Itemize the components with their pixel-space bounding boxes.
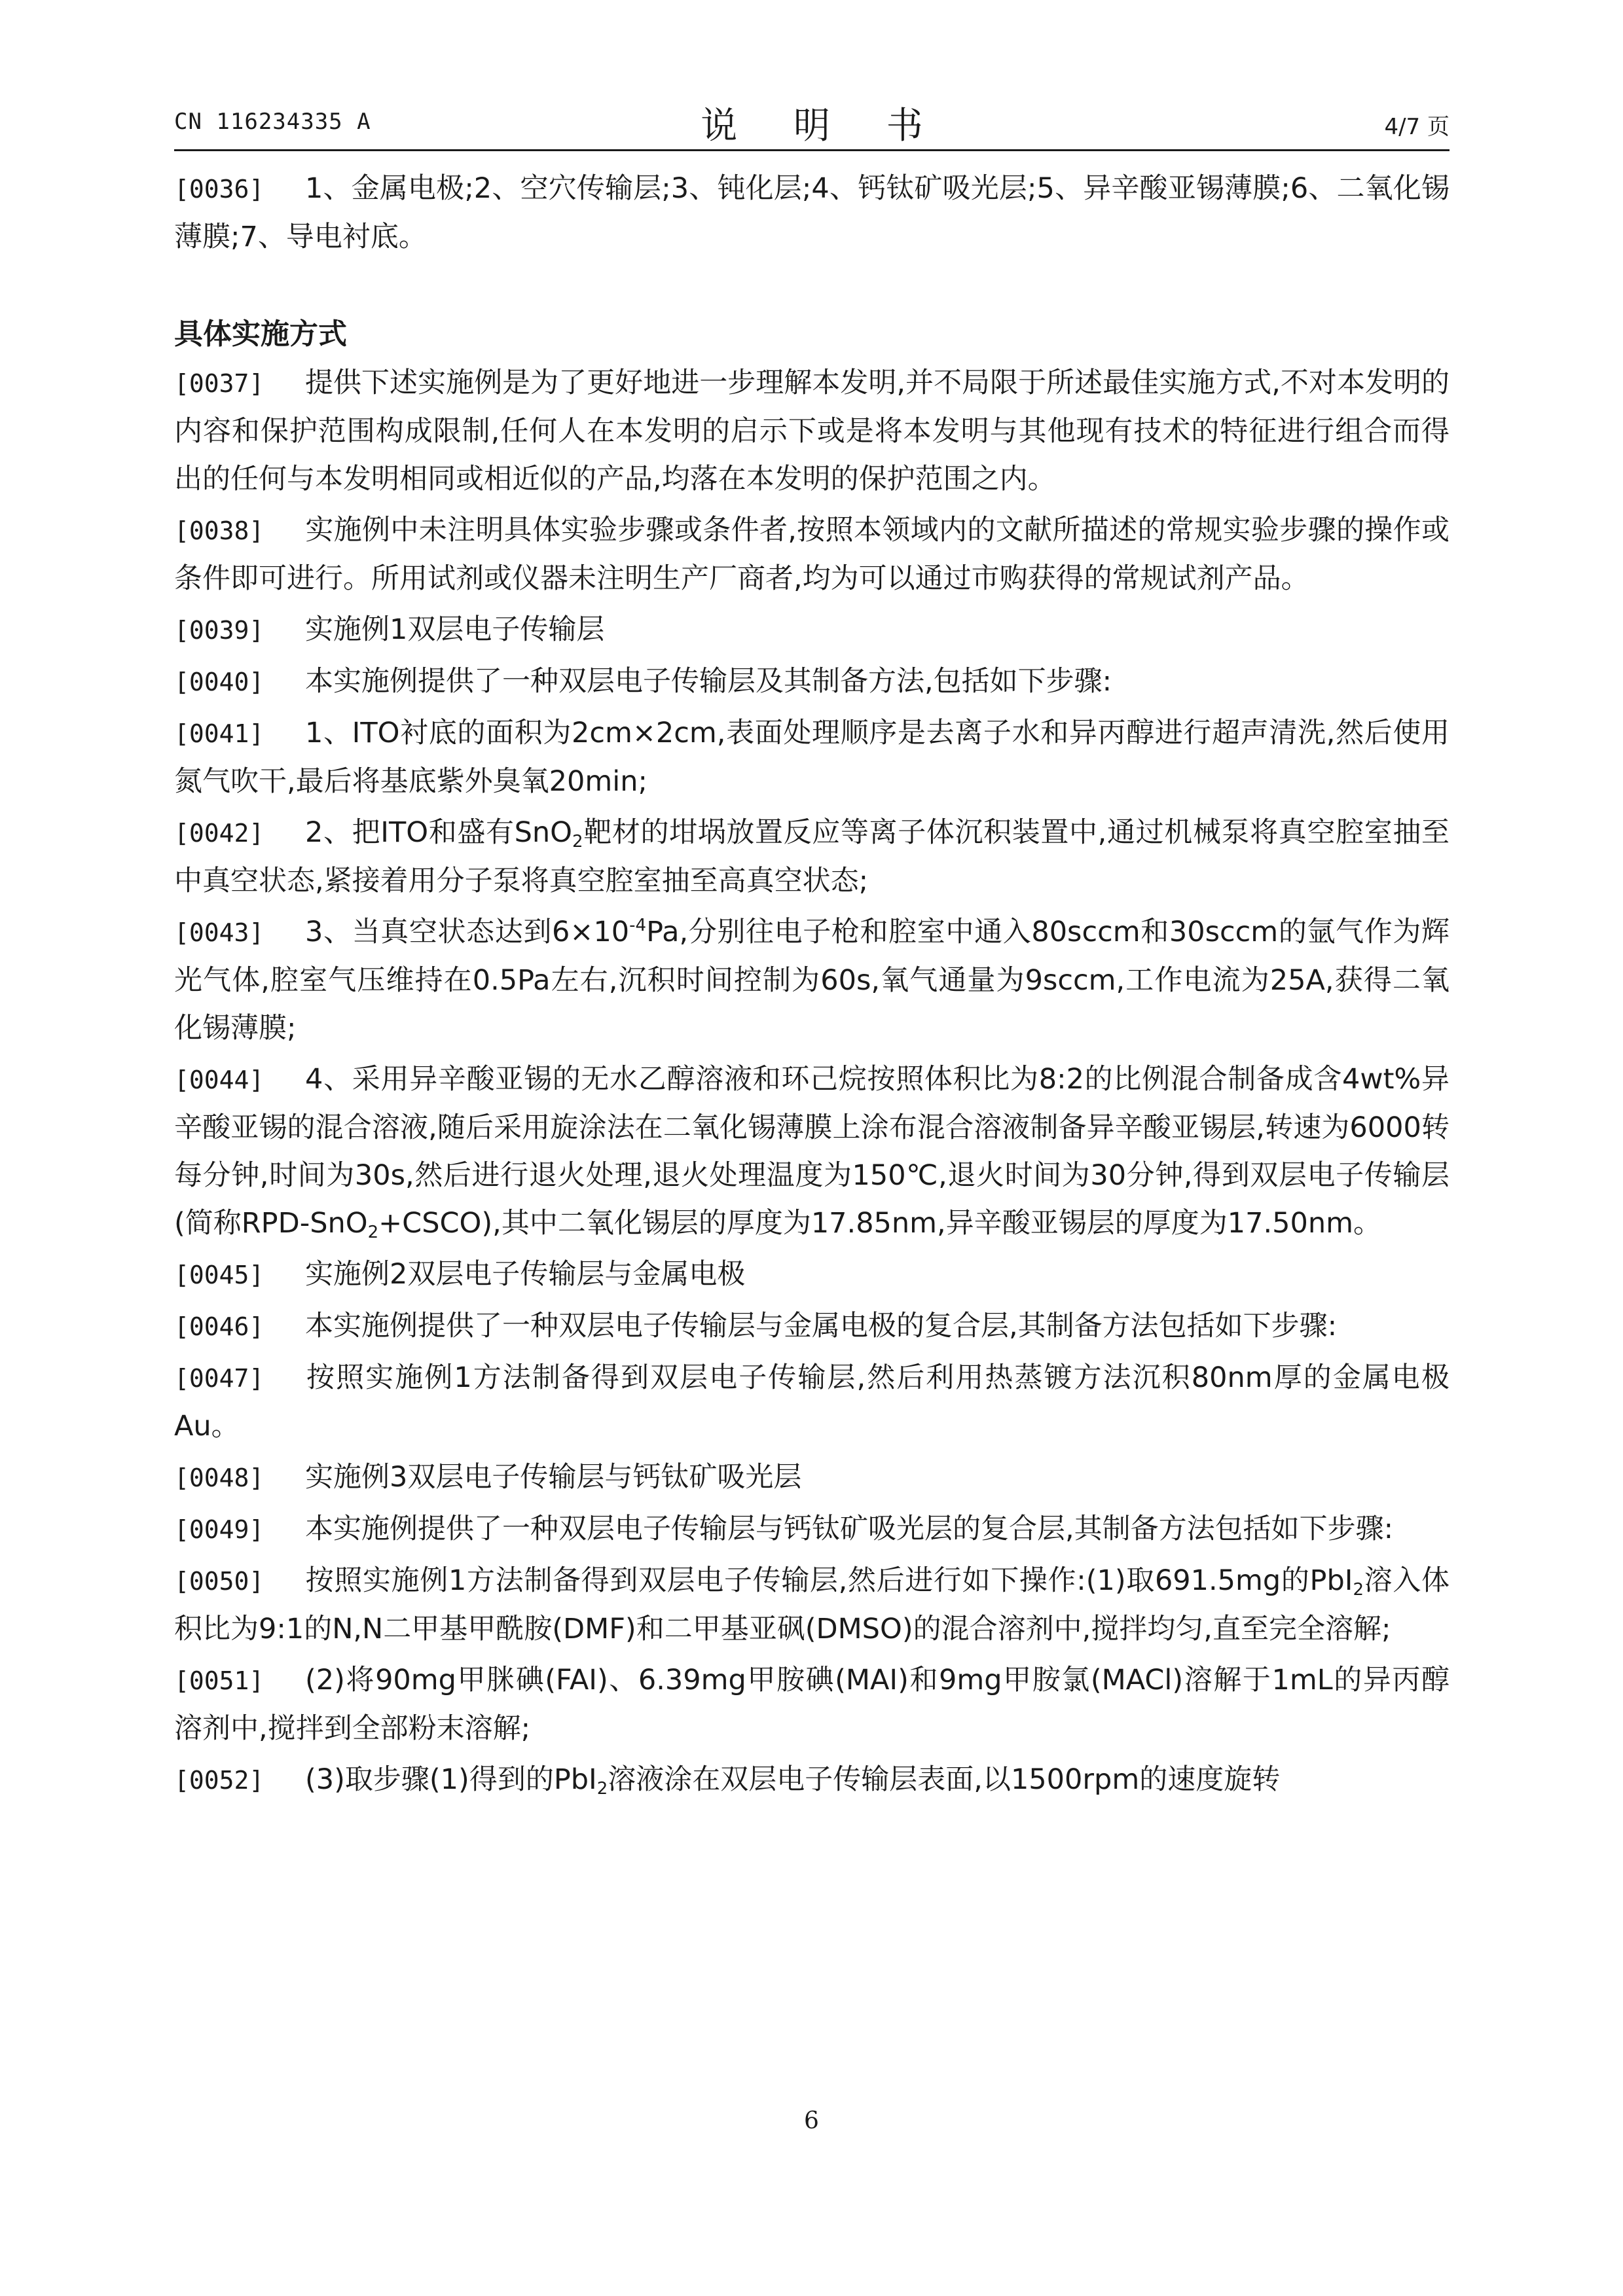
page-number: 6 [804,2108,819,2134]
paragraph-0049 [174,1505,1450,1554]
paragraph-text: 2、把ITO和盛有SnO [305,816,573,849]
paragraph-number: [0052] [174,1766,264,1795]
paragraph-text: 按照实施例1方法制备得到双层电子传输层,然后利用热蒸镀方法沉积80nm厚的金属电极Au。 [174,1361,1450,1443]
paragraph-0045 [174,1251,1450,1299]
paragraph-number: [0038] [174,516,264,545]
paragraph-text: 1、ITO衬底的面积为2cm×2cm,表面处理顺序是去离子水和异丙醇进行超声清洗,然后使用氮气吹干,最后将基底紫外臭氧20min; [174,717,1450,798]
paragraph-0039 [174,606,1450,655]
paragraph-0047 [174,1354,1450,1450]
header-rule [174,149,1450,151]
paragraph-text: 4、采用异辛酸亚锡的无水乙醇溶液和环己烷按照体积比为8:2的比例混合制备成含4wt%异辛酸亚锡的混合溶液,随后采用旋涂法在二氧化锡薄膜上涂布混合溶液制备异辛酸亚锡层,转速为6000转每分钟,时间为30s,然后进行退火处理,退火处理温度为150℃,退火时间为30分钟,得到双层电子传输层(简称RPD-SnO [174,1063,1450,1240]
page-count: 4/7 页 [1384,114,1450,140]
paragraph-number: [0049] [174,1515,264,1544]
publication-number: CN 116234335 A [174,109,371,135]
paragraph-0043 [174,908,1450,1052]
page-header [174,97,1450,149]
subscript: 2 [367,1223,379,1242]
paragraph-text: 提供下述实施例是为了更好地进一步理解本发明,并不局限于所述最佳实施方式,不对本发明的内容和保护范围构成限制,任何人在本发明的启示下或是将本发明与其他现有技术的特征进行组合而得出的任何与本发明相同或相近似的产品,均落在本发明的保护范围之内。 [174,367,1450,495]
paragraph-text: 实施例中未注明具体实验步骤或条件者,按照本领域内的文献所描述的常规实验步骤的操作或条件即可进行。所用试剂或仪器未注明生产厂商者,均为可以通过市购获得的常规试剂产品。 [174,514,1450,595]
paragraph-text: 实施例3双层电子传输层与钙钛矿吸光层 [305,1461,802,1494]
paragraph-0036 [174,165,1450,261]
paragraph-0042 [174,809,1450,905]
paragraph-text: 本实施例提供了一种双层电子传输层及其制备方法,包括如下步骤: [305,665,1112,698]
paragraph-text: 实施例2双层电子传输层与金属电极 [305,1258,746,1291]
paragraph-number: [0039] [174,616,264,645]
section-heading: 具体实施方式 [174,317,347,351]
document-title: 说 明 书 [701,105,945,147]
paragraph-0037 [174,359,1450,503]
paragraph-number: [0043] [174,918,264,947]
paragraph-text: (3)取步骤(1)得到的PbI [305,1763,597,1796]
paragraph-text: 溶液涂在双层电子传输层表面,以1500rpm的速度旋转 [608,1763,1281,1796]
paragraph-number: [0037] [174,369,264,398]
document-body [174,165,1450,1808]
paragraph-0041 [174,709,1450,806]
paragraph-text: 实施例1双层电子传输层 [305,613,605,646]
paragraph-text: 靶材的坩埚放置反应等离子体沉积装置中,通过机械泵将真空腔室抽至中真空状态,紧接着用分子泵将真空腔室抽至高真空状态; [174,816,1450,897]
paragraph-text: 本实施例提供了一种双层电子传输层与钙钛矿吸光层的复合层,其制备方法包括如下步骤: [305,1513,1394,1545]
paragraph-text: 本实施例提供了一种双层电子传输层与金属电极的复合层,其制备方法包括如下步骤: [305,1310,1338,1342]
paragraph-text: (2)将90mg甲脒碘(FAI)、6.39mg甲胺碘(MAI)和9mg甲胺氯(MACl)溶解于1mL的异丙醇溶剂中,搅拌到全部粉末溶解; [174,1664,1450,1745]
paragraph-number: [0044] [174,1066,264,1094]
paragraph-number: [0045] [174,1261,264,1289]
paragraph-number: [0042] [174,819,264,848]
paragraph-text: 溶入体积比为9:1的N,N二甲基甲酰胺(DMF)和二甲基亚砜(DMSO)的混合溶剂中,搅拌均匀,直至完全溶解; [174,1564,1450,1645]
paragraph-0044 [174,1056,1450,1247]
paragraph-text: Pa,分别往电子枪和腔室中通入80sccm和30sccm的氩气作为辉光气体,腔室气压维持在0.5Pa左右,沉积时间控制为60s,氧气通量为9sccm,工作电流为25A,获得二氧化锡薄膜; [174,916,1450,1045]
paragraph-number: [0051] [174,1666,264,1695]
paragraph-0040 [174,658,1450,706]
paragraph-0052 [174,1756,1450,1804]
paragraph-0038 [174,507,1450,603]
paragraph-number: [0036] [174,175,264,204]
paragraph-0051 [174,1657,1450,1753]
paragraph-number: [0048] [174,1463,264,1492]
subscript: 2 [572,832,583,852]
paragraph-number: [0046] [174,1312,264,1341]
subscript: 2 [596,1779,608,1799]
paragraph-number: [0047] [174,1364,264,1393]
paragraph-text: 1、金属电极;2、空穴传输层;3、钝化层;4、钙钛矿吸光层;5、异辛酸亚锡薄膜;6、二氧化锡薄膜;7、导电衬底。 [174,172,1450,253]
paragraph-number: [0040] [174,668,264,696]
subscript: 2 [1353,1580,1364,1600]
paragraph-0048 [174,1454,1450,1502]
paragraph-number: [0041] [174,719,264,748]
paragraph-0046 [174,1302,1450,1351]
paragraph-text: 3、当真空状态达到6×10 [305,916,630,948]
paragraph-0050 [174,1557,1450,1653]
paragraph-number: [0050] [174,1567,264,1596]
superscript: -4 [629,916,647,935]
paragraph-text: 按照实施例1方法制备得到双层电子传输层,然后进行如下操作:(1)取691.5mg的PbI [305,1564,1353,1597]
paragraph-text: +CSCO),其中二氧化锡层的厚度为17.85nm,异辛酸亚锡层的厚度为17.50nm。 [378,1207,1381,1240]
